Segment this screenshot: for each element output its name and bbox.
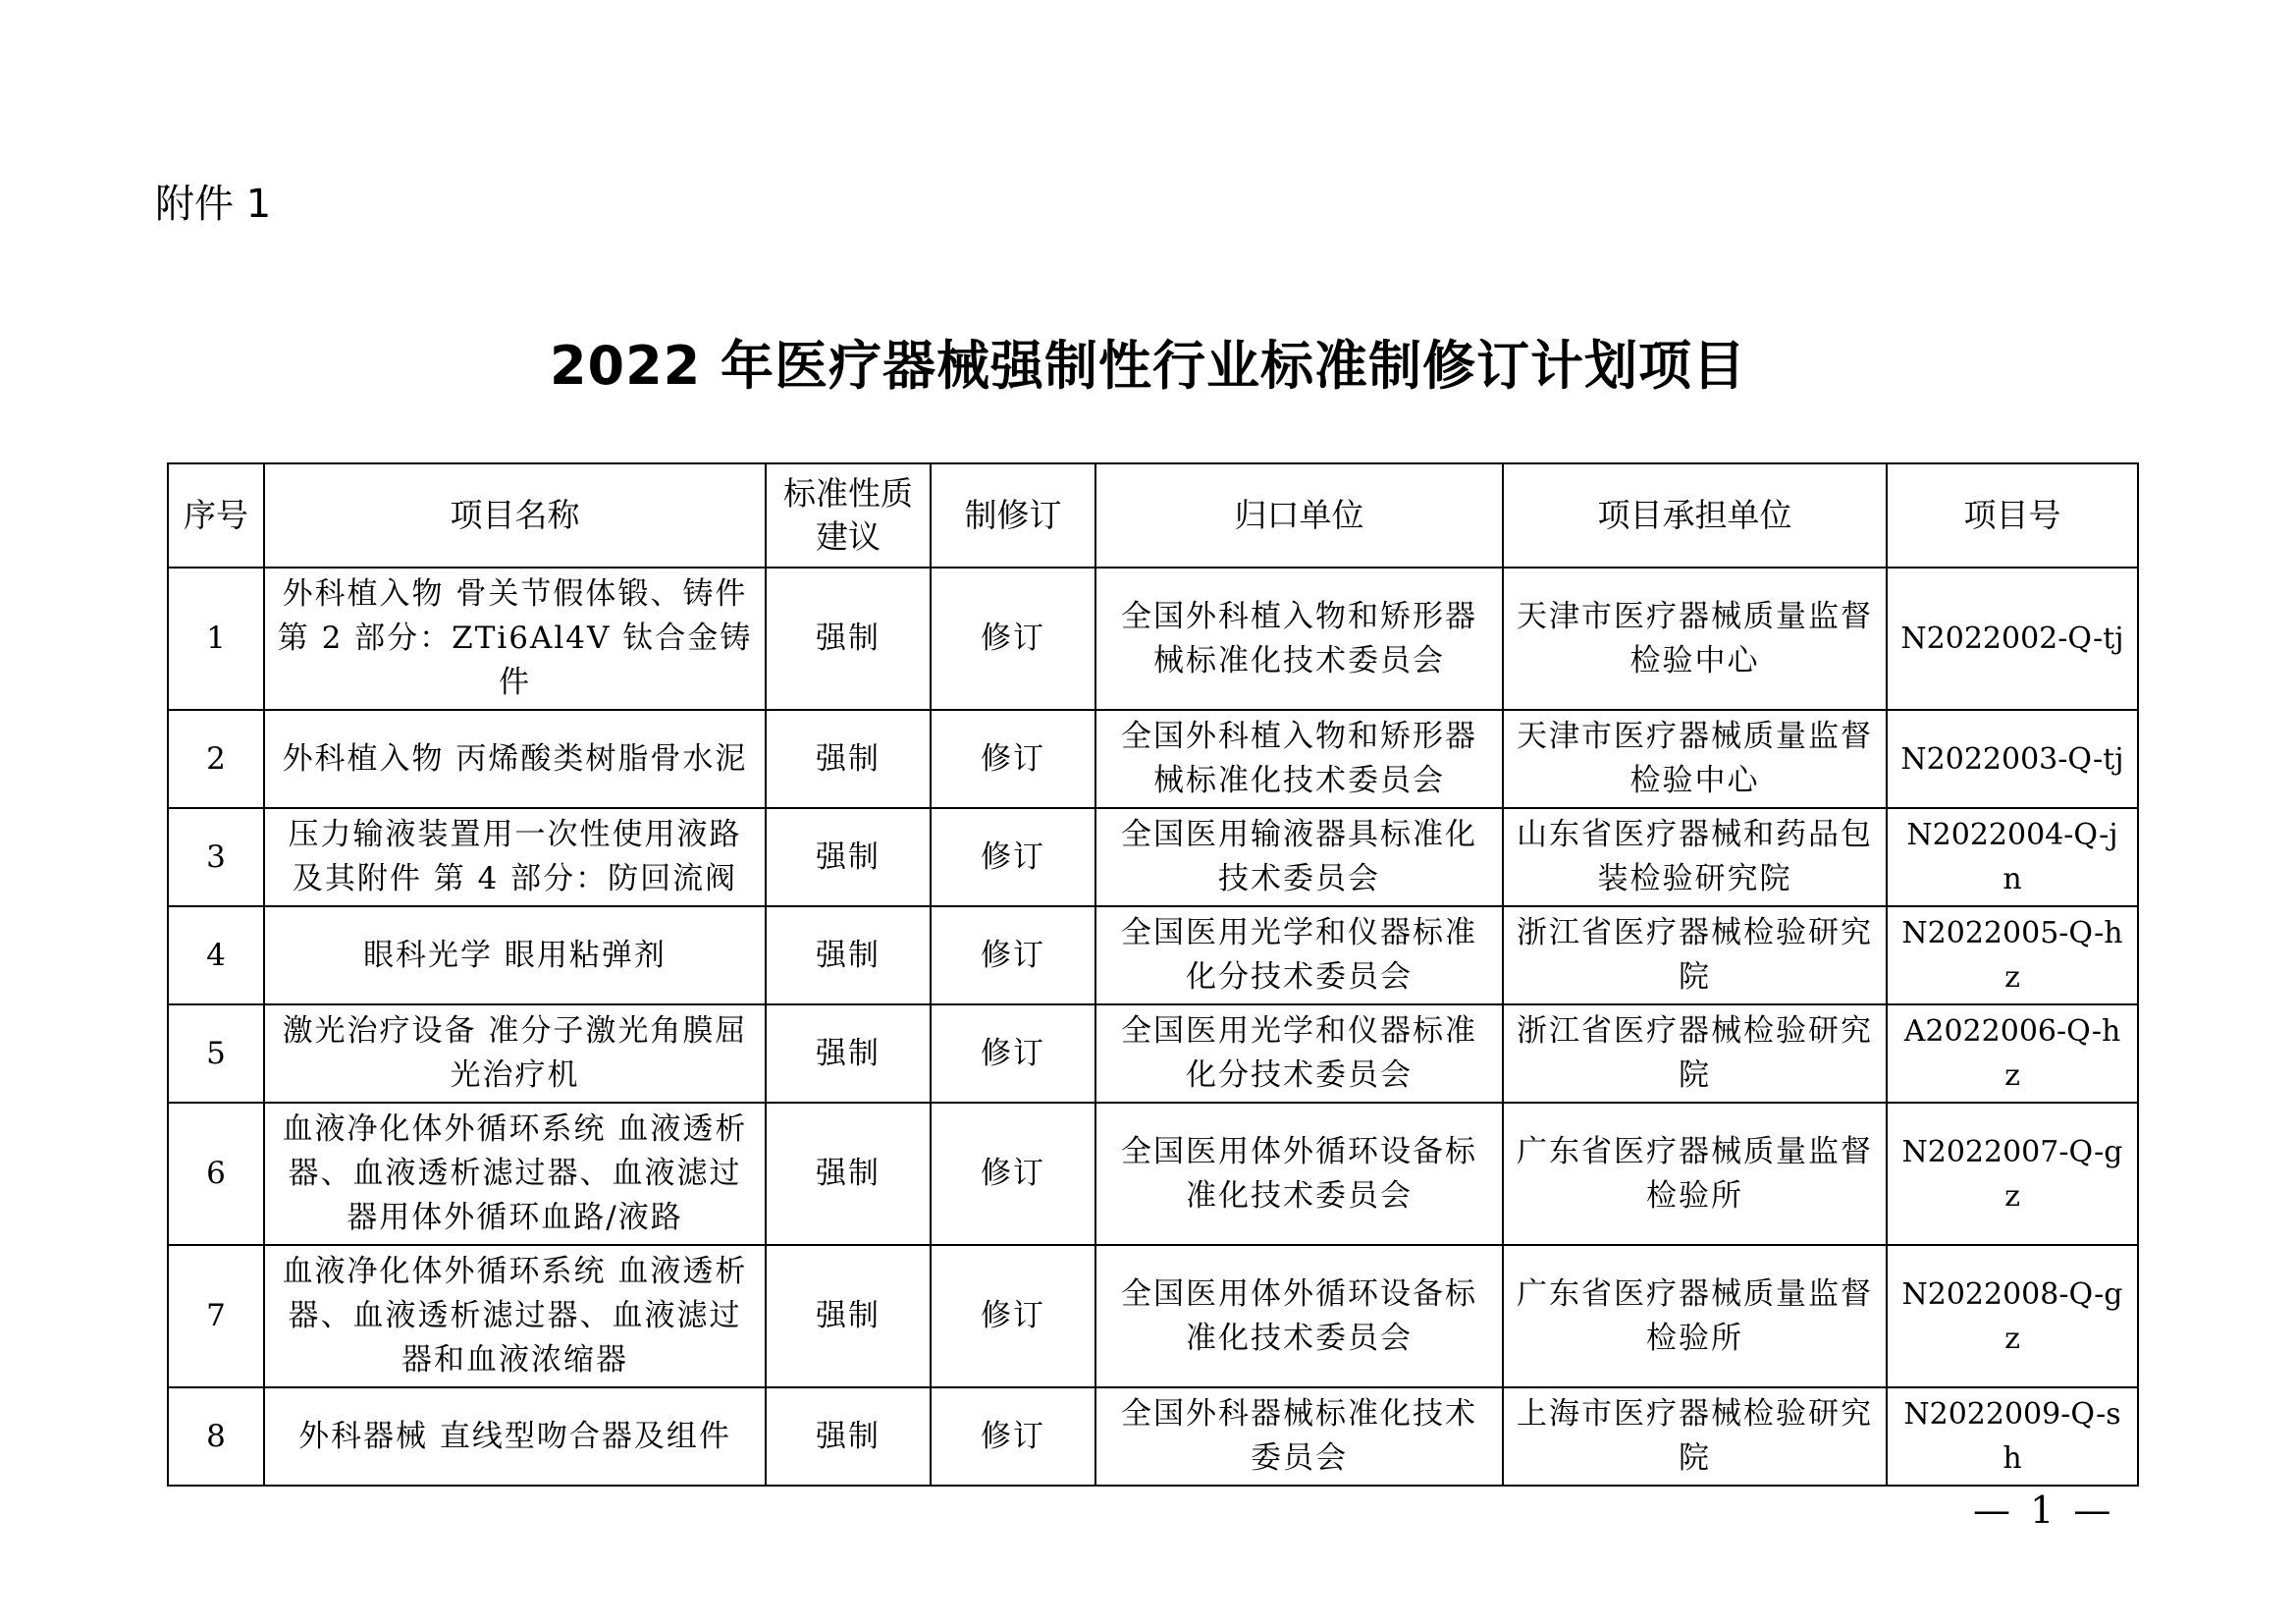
table-row [168,906,2138,1004]
header-revision-type: 制修订 [931,463,1095,568]
cell-undertaker: 浙江省医疗器械检验研究院 [1503,906,1887,1004]
cell-revision-type: 修订 [931,1387,1095,1486]
header-project-code: 项目号 [1887,463,2138,568]
cell-project-name: 外科植入物 骨关节假体锻、铸件 第 2 部分：ZTi6Al4V 钛合金铸件 [264,568,766,710]
attachment-label: 附件 1 [155,182,272,227]
cell-committee: 全国外科植入物和矫形器械标准化技术委员会 [1095,568,1503,710]
header-standard-nature: 标准性质建议 [766,463,931,568]
cell-undertaker: 浙江省医疗器械检验研究院 [1503,1004,1887,1103]
header-project-name: 项目名称 [264,463,766,568]
cell-project-name: 血液净化体外循环系统 血液透析器、血液透析滤过器、血液滤过器用体外循环血路/液路 [264,1103,766,1245]
cell-project-code: N2022007-Q-gz [1887,1103,2138,1245]
cell-revision-type: 修订 [931,568,1095,710]
document-title: 2022 年医疗器械强制性行业标准制修订计划项目 [549,335,1747,397]
cell-seq: 2 [168,710,264,808]
cell-seq: 7 [168,1245,264,1387]
cell-committee: 全国外科器械标准化技术委员会 [1095,1387,1503,1486]
cell-project-code: N2022004-Q-jn [1887,808,2138,906]
cell-standard-nature: 强制 [766,568,931,710]
table-row [168,1387,2138,1486]
cell-project-code: N2022003-Q-tj [1887,710,2138,808]
cell-project-name: 外科器械 直线型吻合器及组件 [264,1387,766,1486]
cell-committee: 全国医用体外循环设备标准化技术委员会 [1095,1103,1503,1245]
cell-standard-nature: 强制 [766,808,931,906]
cell-project-name: 外科植入物 丙烯酸类树脂骨水泥 [264,710,766,808]
cell-undertaker: 天津市医疗器械质量监督检验中心 [1503,568,1887,710]
page-number: — 1 — [1973,1489,2115,1532]
cell-undertaker: 天津市医疗器械质量监督检验中心 [1503,710,1887,808]
cell-project-code: A2022006-Q-hz [1887,1004,2138,1103]
cell-project-code: N2022005-Q-hz [1887,906,2138,1004]
cell-seq: 3 [168,808,264,906]
cell-committee: 全国医用光学和仪器标准化分技术委员会 [1095,906,1503,1004]
cell-seq: 5 [168,1004,264,1103]
cell-committee: 全国医用输液器具标准化技术委员会 [1095,808,1503,906]
table-row [168,1004,2138,1103]
table-row [168,710,2138,808]
cell-undertaker: 山东省医疗器械和药品包装检验研究院 [1503,808,1887,906]
cell-seq: 4 [168,906,264,1004]
cell-standard-nature: 强制 [766,906,931,1004]
cell-standard-nature: 强制 [766,1004,931,1103]
cell-standard-nature: 强制 [766,1103,931,1245]
cell-standard-nature: 强制 [766,1387,931,1486]
header-seq: 序号 [168,463,264,568]
cell-project-code: N2022008-Q-gz [1887,1245,2138,1387]
cell-committee: 全国医用光学和仪器标准化分技术委员会 [1095,1004,1503,1103]
cell-project-code: N2022002-Q-tj [1887,568,2138,710]
cell-undertaker: 广东省医疗器械质量监督检验所 [1503,1103,1887,1245]
cell-project-code: N2022009-Q-sh [1887,1387,2138,1486]
standards-plan-table [167,462,2139,1487]
table-row [168,808,2138,906]
table-row [168,1103,2138,1245]
cell-revision-type: 修订 [931,710,1095,808]
cell-standard-nature: 强制 [766,710,931,808]
cell-seq: 1 [168,568,264,710]
cell-revision-type: 修订 [931,808,1095,906]
cell-revision-type: 修订 [931,906,1095,1004]
cell-undertaker: 广东省医疗器械质量监督检验所 [1503,1245,1887,1387]
header-committee: 归口单位 [1095,463,1503,568]
cell-standard-nature: 强制 [766,1245,931,1387]
table-row [168,568,2138,710]
cell-project-name: 血液净化体外循环系统 血液透析器、血液透析滤过器、血液滤过器和血液浓缩器 [264,1245,766,1387]
cell-revision-type: 修订 [931,1004,1095,1103]
cell-seq: 6 [168,1103,264,1245]
cell-project-name: 压力输液装置用一次性使用液路及其附件 第 4 部分：防回流阀 [264,808,766,906]
cell-seq: 8 [168,1387,264,1486]
cell-committee: 全国医用体外循环设备标准化技术委员会 [1095,1245,1503,1387]
header-undertaker: 项目承担单位 [1503,463,1887,568]
table-header-row [168,463,2138,568]
table-row [168,1245,2138,1387]
cell-project-name: 激光治疗设备 准分子激光角膜屈光治疗机 [264,1004,766,1103]
cell-project-name: 眼科光学 眼用粘弹剂 [264,906,766,1004]
cell-revision-type: 修订 [931,1245,1095,1387]
cell-undertaker: 上海市医疗器械检验研究院 [1503,1387,1887,1486]
cell-committee: 全国外科植入物和矫形器械标准化技术委员会 [1095,710,1503,808]
cell-revision-type: 修订 [931,1103,1095,1245]
